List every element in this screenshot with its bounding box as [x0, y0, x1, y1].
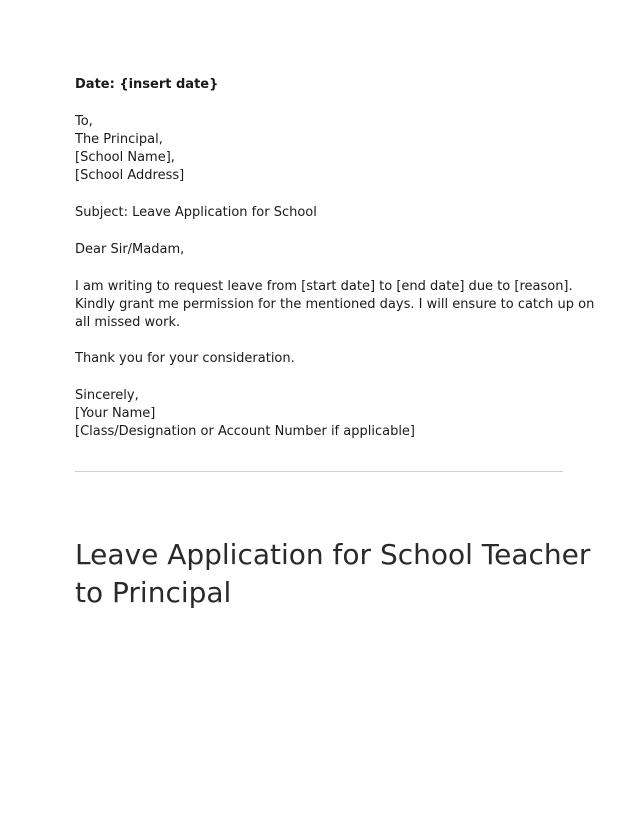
letter-date: Date: {insert date} [75, 77, 219, 92]
signoff-line: Sincerely, [75, 388, 139, 403]
heading-line: Leave Application for School Teacher [75, 538, 591, 571]
address-line: The Principal, [75, 132, 163, 147]
address-line: [School Address] [75, 168, 185, 183]
letter-body [75, 278, 595, 332]
signoff-line: [Your Name] [75, 406, 156, 421]
recipient-address [75, 113, 184, 185]
signoff-line: [Class/Designation or Account Number if applicable] [75, 424, 416, 439]
letter-salutation: Dear Sir/Madam, [75, 242, 185, 257]
body-line: all missed work. [75, 315, 181, 330]
address-line: To, [75, 114, 93, 129]
heading-line: to Principal [75, 576, 232, 609]
letter-thanks: Thank you for your consideration. [75, 351, 295, 366]
address-line: [School Name], [75, 150, 175, 165]
section-heading [75, 536, 591, 612]
letter-subject: Subject: Leave Application for School [75, 205, 317, 220]
body-line: Kindly grant me permission for the mentioned days. I will ensure to catch up on [75, 297, 595, 312]
letter-signoff [75, 387, 415, 441]
body-line: I am writing to request leave from [start date] to [end date] due to [reason]. [75, 279, 573, 294]
section-divider [75, 471, 563, 472]
